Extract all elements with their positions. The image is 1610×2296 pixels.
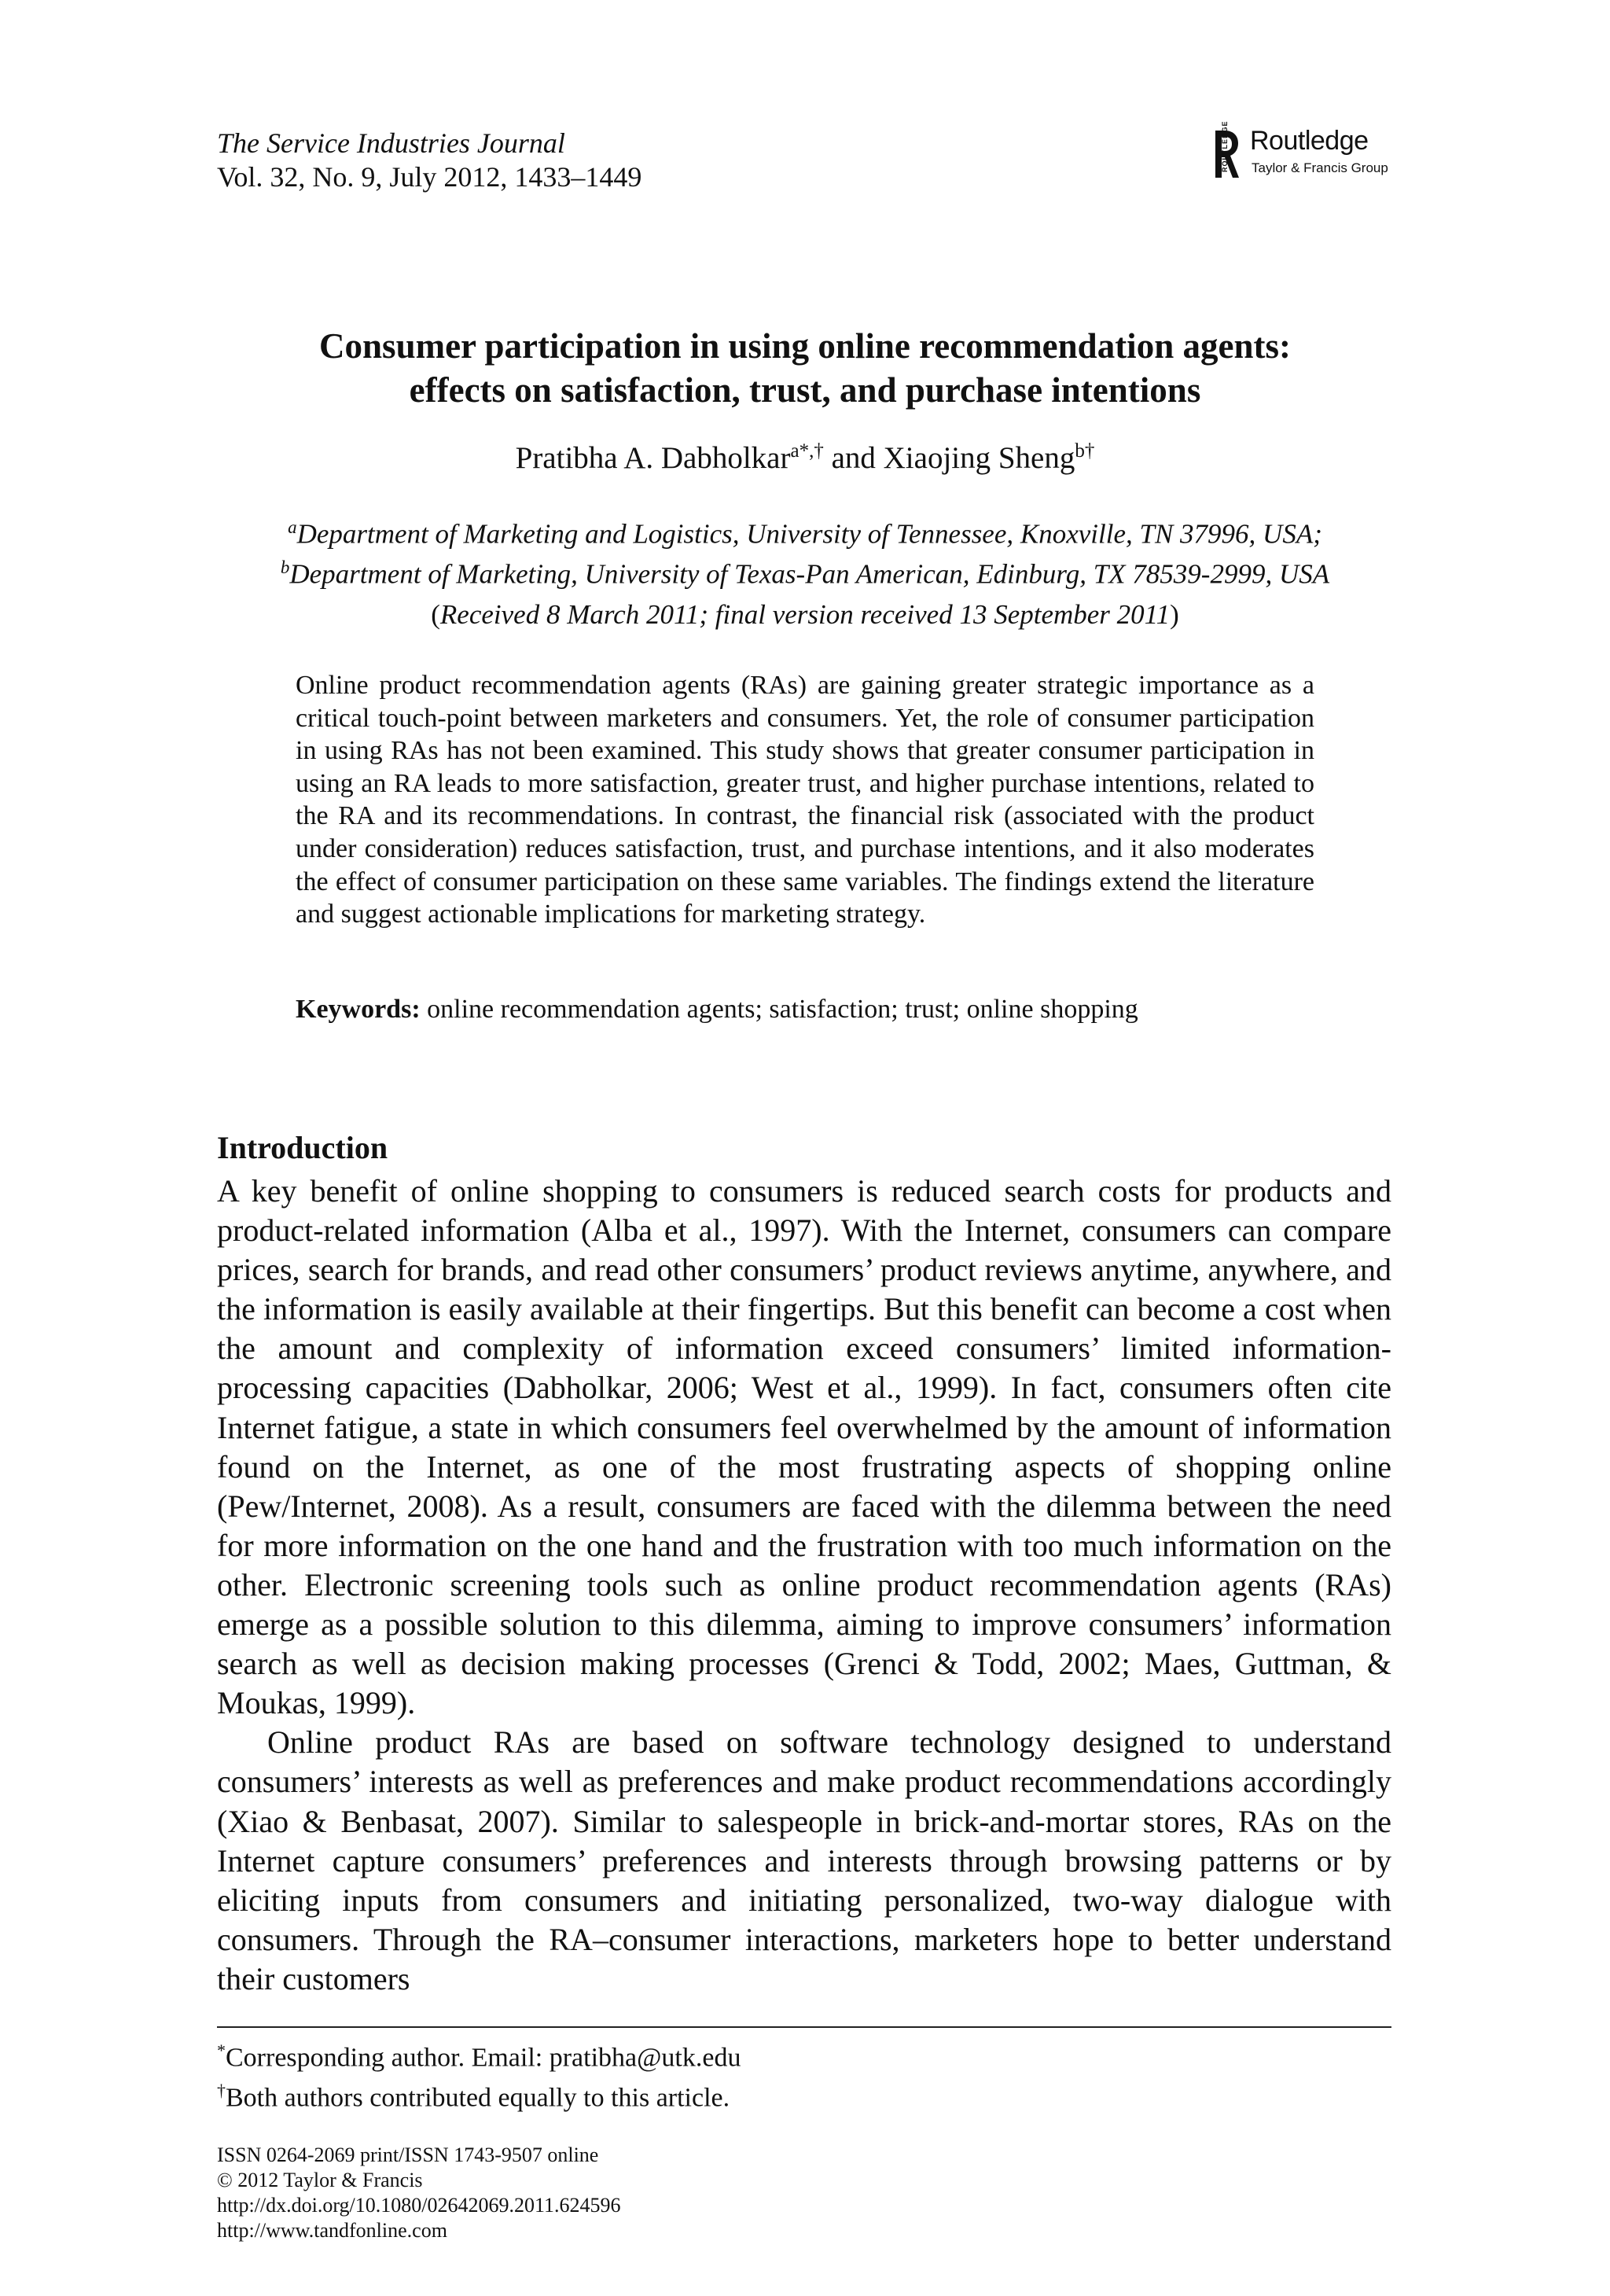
affiliation-b-text: Department of Marketing, University of Texas-Pan American, Edinburg, TX 78539-2999, USA xyxy=(289,558,1330,590)
footnote-2-text: Both authors contributed equally to this article. xyxy=(226,2083,730,2113)
publication-info xyxy=(217,2143,621,2243)
received-text: Received 8 March 2011; final version received 13 September 2011 xyxy=(439,599,1171,630)
footnote-corresponding-author xyxy=(217,2034,741,2074)
footnote-equal-contribution xyxy=(217,2074,741,2114)
received-close-paren: ) xyxy=(1170,599,1179,630)
affiliation-b-mark: b xyxy=(280,557,290,577)
title-line-1: Consumer participation in using online recommendation agents: xyxy=(319,326,1291,366)
publisher-name: Routledge xyxy=(1250,126,1369,156)
author-1-marks: a*,† xyxy=(790,440,824,462)
affiliation-a-mark: a xyxy=(288,517,297,537)
copyright-line: © 2012 Taylor & Francis xyxy=(217,2169,423,2191)
affiliations xyxy=(181,511,1429,591)
affiliation-b xyxy=(181,551,1429,591)
doi-link[interactable]: http://dx.doi.org/10.1080/02642069.2011.624596 xyxy=(217,2194,621,2217)
journal-volume-line: Vol. 32, No. 9, July 2012, 1433–1449 xyxy=(217,161,642,193)
author-join: and xyxy=(831,441,876,475)
footnote-2-mark: † xyxy=(217,2081,226,2101)
section-heading-introduction: Introduction xyxy=(217,1130,388,1165)
received-dates xyxy=(181,598,1429,632)
affiliation-a xyxy=(181,511,1429,551)
abstract: Online product recommendation agents (RAs) are gaining greater strategic importance as a critical touch-point between marketers and consumers. Yet, the role of consumer participation in using RAs has not been examined. This study shows that greater consumer participation in using an RA leads to more satisfaction, greater trust, and higher purchase intentions, related to the RA and its recommendations. In contrast, the financial risk (associated with the product under consideration) reduces satisfaction, trust, and purchase intentions, and it also moderates the effect of consumer participation on these same variables. The findings extend the literature and suggest actionable implications for marketing strategy. xyxy=(296,671,1314,929)
journal-name: The Service Industries Journal xyxy=(217,127,565,159)
author-1-name: Pratibha A. Dabholkar xyxy=(515,441,791,475)
keywords xyxy=(296,993,1314,1026)
issn-line: ISSN 0264-2069 print/ISSN 1743-9507 online xyxy=(217,2143,599,2166)
footnote-1-text: Corresponding author. Email: pratibha@utk.edu xyxy=(226,2043,741,2073)
publisher-group: Taylor & Francis Group xyxy=(1252,160,1388,175)
body-paragraph-1: A key benefit of online shopping to consumers is reduced search costs for products and product-related information (Alba et al., 1997). With the Internet, consumers can compare prices, search for brands, and read other consumers’ product reviews anytime, anywhere, and the information is easily available at their fingertips. But this benefit can become a cost when the amount and complexity of information exceed consumers’ limited information-processing capacities (Dabholkar, 2006; West et al., 1999). In fact, consumers often cite Internet fatigue, a state in which consumers feel overwhelmed by the amount of information found on the Internet, as one of the most frustrating aspects of shopping online (Pew/Internet, 2008). As a result, consumers are faced with the dilemma between the need for more information on the one hand and the frustration with too much information on the other. Electronic screening tools such as online product recommendation agents (RAs) emerge as a possible solution to this dilemma, aiming to improve consumers’ information search as well as decision making processes (Grenci & Todd, 2002; Maes, Guttman, & Moukas, 1999). xyxy=(217,1173,1391,1721)
keywords-label: Keywords: xyxy=(296,995,421,1024)
article-title xyxy=(181,324,1429,412)
footnote-1-mark: * xyxy=(217,2040,226,2060)
publisher-url-link[interactable]: http://www.tandfonline.com xyxy=(217,2219,447,2242)
author-2-name: Xiaojing Sheng xyxy=(883,441,1075,475)
received-open-paren: ( xyxy=(431,599,440,630)
publisher-side-text: ROUTLEDGE xyxy=(1221,120,1229,172)
footnotes xyxy=(217,2034,741,2115)
body-paragraph-2: Online product RAs are based on software technology designed to understand consumers’ interests as well as preferences and make product recommendations accordingly (Xiao & Benbasat, 2007). Similar to salespeople in brick-and-mortar stores, RAs on the Internet capture consumers’ preferences and interests through browsing patterns or by eliciting inputs from consumers and initiating personalized, two-way dialogue with consumers. Through the RA–consumer interactions, marketers hope to better understand their customers xyxy=(217,1724,1391,1996)
introduction-body xyxy=(217,1172,1391,1999)
author-line xyxy=(181,432,1429,477)
title-line-2: effects on satisfaction, trust, and purchase intentions xyxy=(409,370,1201,410)
keywords-text: online recommendation agents; satisfaction; trust; online shopping xyxy=(427,995,1138,1024)
affiliation-a-text: Department of Marketing and Logistics, University of Tennessee, Knoxville, TN 37996, USA; xyxy=(296,518,1322,550)
publisher-logo xyxy=(1211,120,1407,186)
author-2-marks: b† xyxy=(1075,440,1095,462)
footnote-divider xyxy=(217,2026,1391,2028)
